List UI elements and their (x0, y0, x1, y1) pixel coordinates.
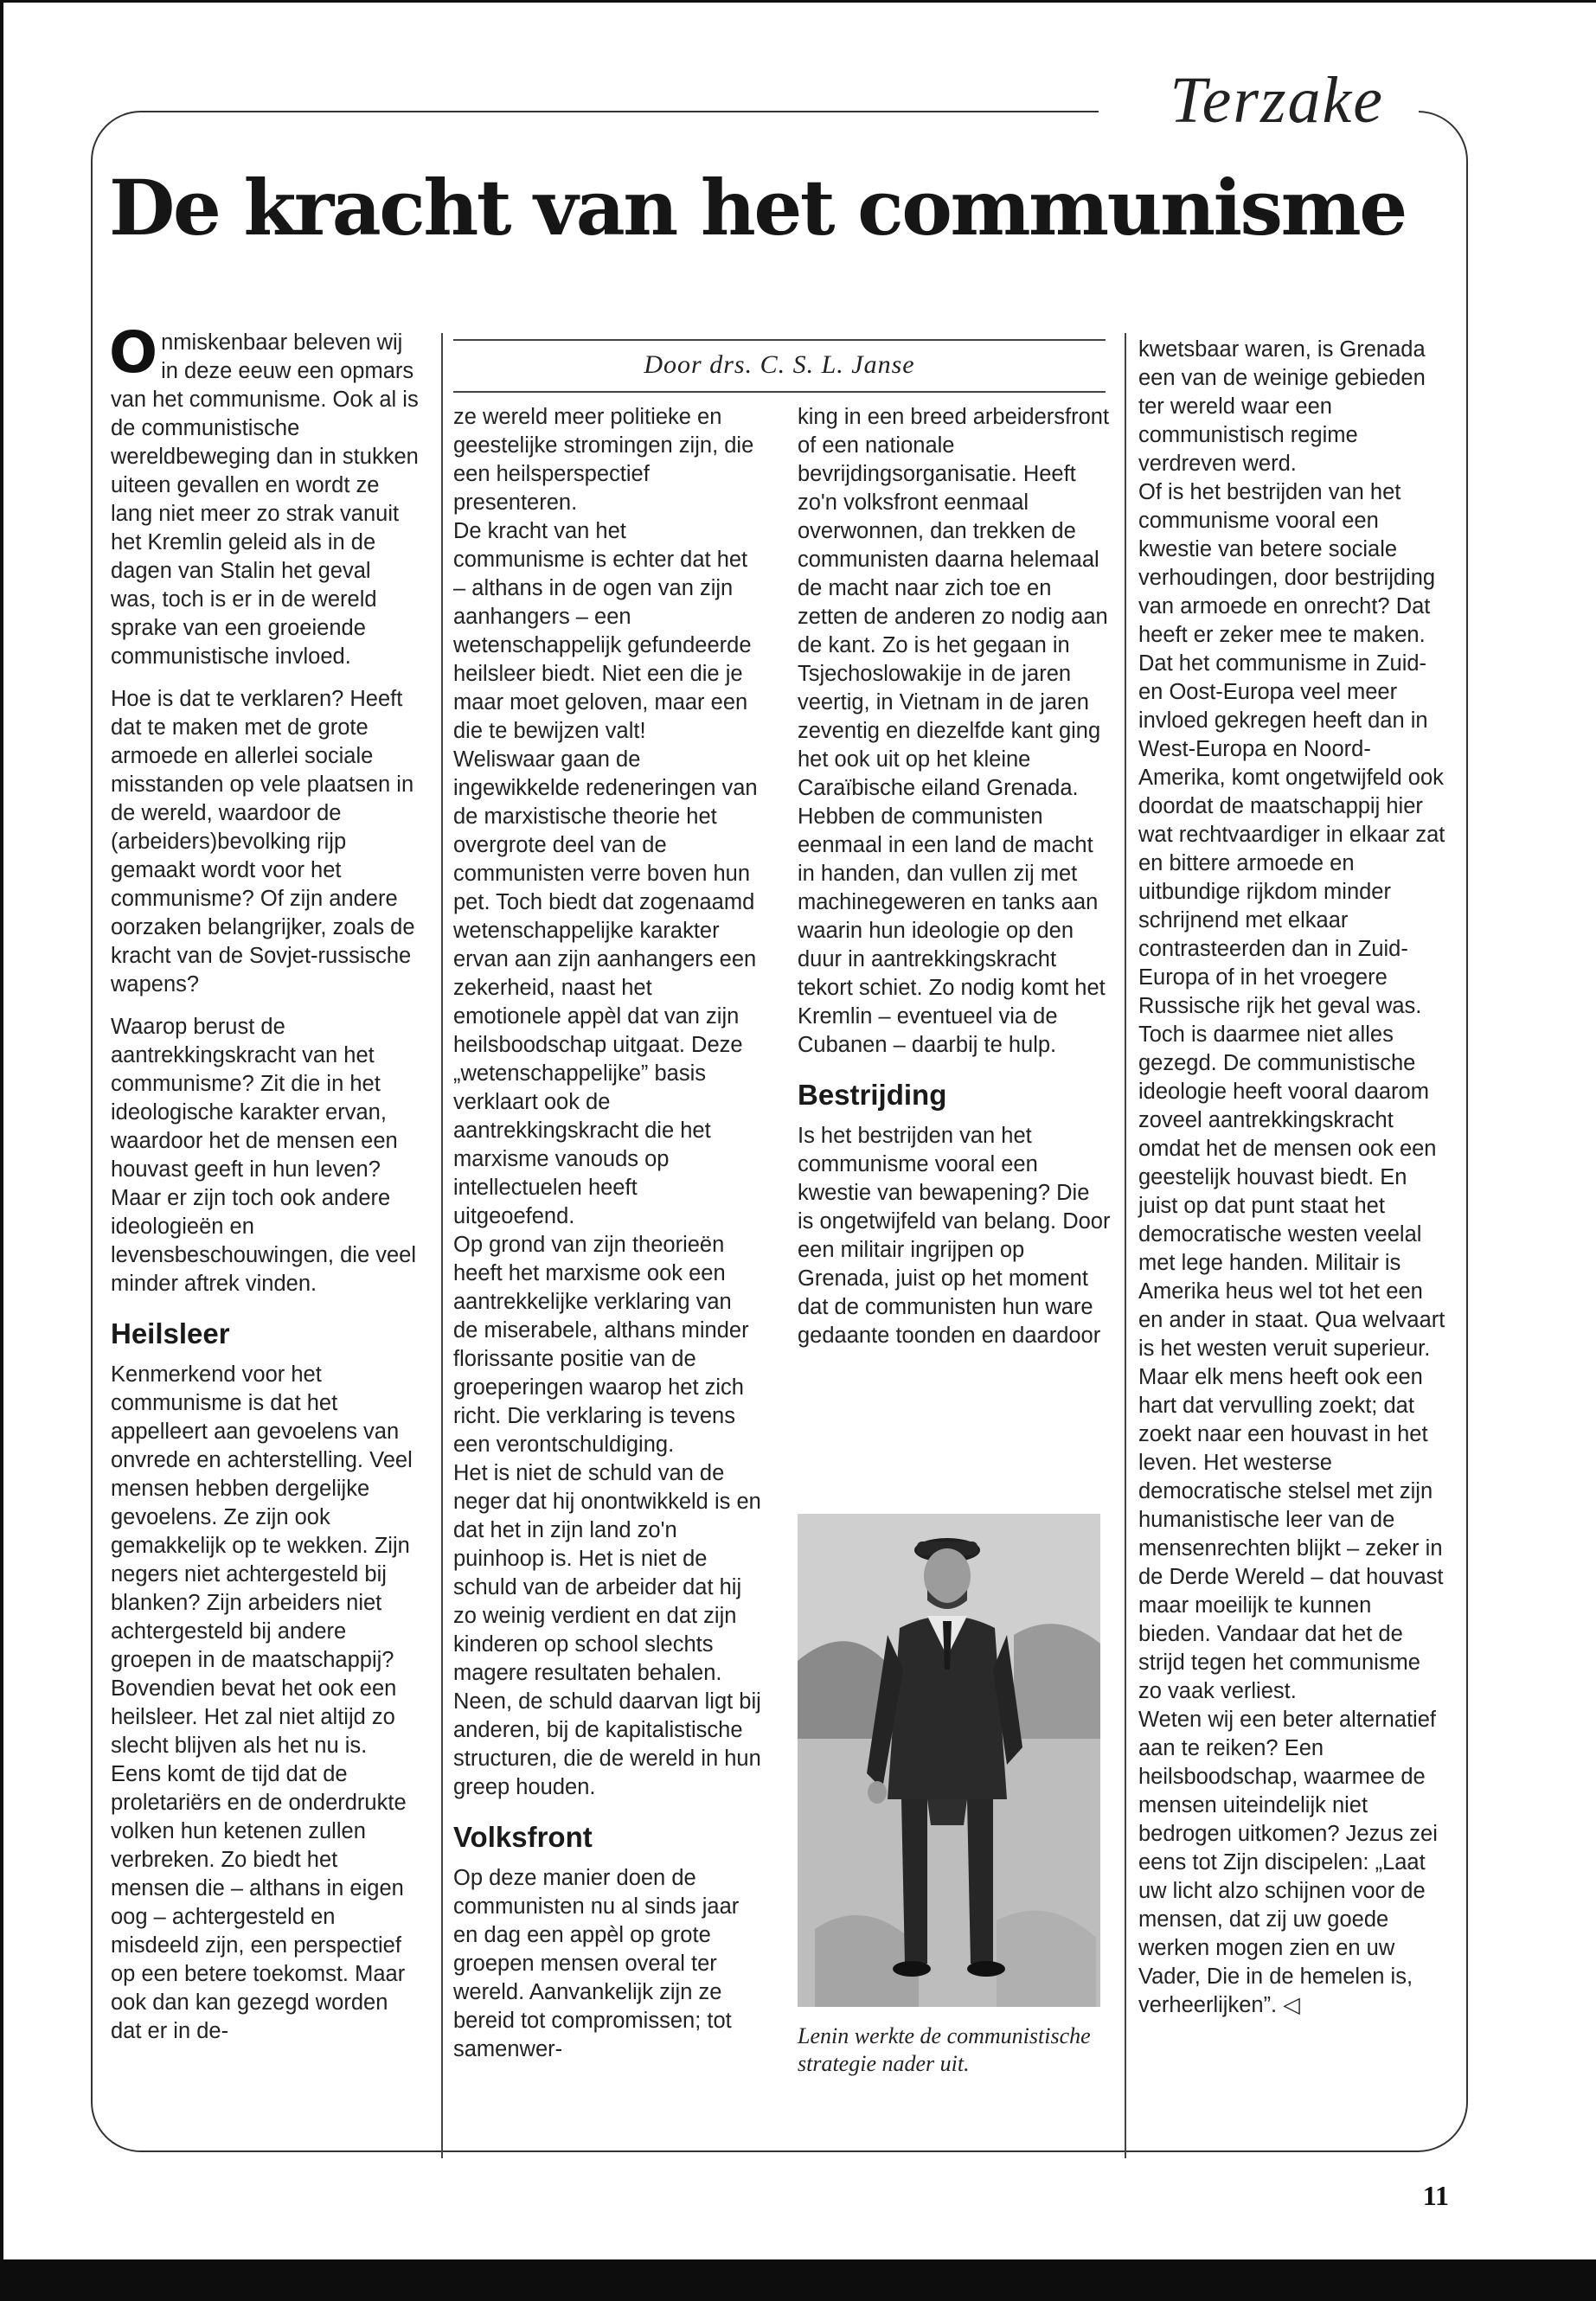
page-bottom-edge (0, 2259, 1596, 2301)
article-title: De kracht van het communisme (109, 163, 1406, 253)
paragraph: Op grond van zijn theorieën heeft het marxisme ook een aantrekkelijke verklaring van de miserabele, althans minder florissante positie van de groeperingen waarop het zich richt. Die verklaring is tevens een verontschuldiging. (453, 1233, 749, 1457)
paragraph: De kracht van het communisme is echter dat het – althans in de ogen van zijn aanhangers – een wetenschappelijk gefundeerde heilsleer biedt. Niet een die je maar moet geloven, maar een die te bewijzen valt! (453, 519, 752, 743)
paragraph: Bovendien bevat het ook een heilsleer. Het zal niet altijd zo slecht blijven als het nu is. Eens komt de tijd dat de proletariërs en de onderdrukte volken hun ketenen zullen verbreken. Zo biedt het mensen die – althans in eigen oog – achtergesteld en misdeeld zijn, een perspectief op een betere toekomst. Maar ook dan kan gezegd worden dat er in de- (111, 1676, 407, 2043)
byline: Door drs. C. S. L. Janse (644, 350, 915, 379)
byline-rule-bottom (453, 391, 1106, 393)
intro-paragraph: Onmiskenbaar beleven wij in deze eeuw een opmars van het communisme. Ook al is de communistische wereldbeweging dan in stukken uiteen gevallen en wordt ze lang niet meer zo strak vanuit het Kremlin geleid als in de dagen van Stalin het geval was, toch is er in de wereld sprake van een groeiende communistische invloed. (109, 319, 419, 669)
column-1 (109, 319, 420, 2060)
page-top-edge (0, 0, 1596, 3)
lenin-photo-image (798, 1514, 1100, 2007)
subheading-bestrijding: Bestrijding (798, 1079, 947, 1111)
paragraph: king in een breed arbeidersfront of een nationale bevrijdingsorganisatie. Heeft zo'n volksfront eenmaal overwonnen, dan trekken de communisten daarna helemaal de macht naar zich toe en zetten de anderen zo nodig aan de kant. Zo is het gegaan in Tsjechoslowakije in de jaren veertig, in Vietnam in de jaren zeventig en diezelfde kant ging het ook uit op het kleine Caraïbische eiland Grenada. (798, 405, 1110, 800)
paragraph: kwetsbaar waren, is Grenada een van de weinige gebieden ter wereld waar een communistisch regime verdreven werd. (1138, 337, 1426, 476)
column-divider-left (441, 333, 443, 2158)
page-left-edge (0, 0, 3, 2301)
paragraph: Weliswaar gaan de ingewikkelde redeneringen van de marxistische theorie het overgrote deel van de communisten verre boven hun pet. Toch biedt dat zogenaamd wetenschappelijke karakter ervan aan zijn aanhangers een zekerheid, naast het emotionele appèl dat van zijn heilsboodschap uitgaat. Deze „wetenschappelijke” basis verklaart ook de aantrekkingskracht die het marxisme vanouds op intellectuelen heeft uitgeoefend. (453, 747, 758, 1228)
paragraph: Is het bestrijden van het communisme vooral een kwestie van bewapening? Die is ongetwijfeld van belang. Door een militair ingrijpen op Grenada, juist op het moment dat de communisten hun ware gedaante toonden en daardoor (798, 1124, 1111, 1348)
paragraph: Op deze manier doen de communisten nu al sinds jaar en dag een appèl op grote groepen mensen overal ter wereld. Aanvankelijk zijn ze bereid tot compromissen; tot samenwer- (453, 1866, 740, 2061)
paragraph: ze wereld meer politieke en geestelijke stromingen zijn, die een heilsperspectief presenteren. (453, 405, 754, 515)
lenin-photo (798, 1514, 1100, 2007)
page-number: 11 (1422, 2180, 1449, 2211)
drop-cap: O (109, 319, 158, 386)
byline-rule-top (453, 339, 1106, 341)
closing-paragraph: Weten wij een beter alternatief aan te reiken? Een heilsboodschap, waarmee de mensen uiteindelijk niet bedrogen uitkomen? Jezus zei eens tot Zijn discipelen: „Laat uw licht alzo schijnen voor de mensen, dat zij uw goede werken mogen zien en uw Vader, Die in de hemelen is, verheerlijken”. ◁ (1138, 1708, 1438, 2017)
section-label: Terzake (1170, 64, 1384, 137)
column-3 (798, 403, 1111, 1364)
subheading-volksfront: Volksfront (453, 1821, 593, 1853)
paragraph: Hoe is dat te verklaren? Heeft dat te maken met de grote armoede en allerlei sociale misstanden op vele plaatsen in de wereld, waardoor de (arbeiders)bevolking rijp gemaakt wordt voor het communisme? Of zijn andere oorzaken belangrijker, zoals de kracht van de Sovjet-russische wapens? (111, 687, 415, 997)
paragraph: Toch is daarmee niet alles gezegd. De communistische ideologie heeft vooral daarom zoveel aantrekkingskracht omdat het de mensen ook een geestelijk houvast biedt. En juist op dat punt staat het democratische westen veelal met lege handen. Militair is Amerika heus wel tot het een en ander in staat. Qua welvaart is het westen veruit superieur. Maar elk mens heeft ook een hart dat vervulling zoekt; dat zoekt naar een houvast in het leven. Het westerse democratische stelsel met zijn humanistische leer van de mensenrechten blijkt – zeker in de Derde Wereld – dat houvast maar moeilijk te kunnen bieden. Vandaar dat het de strijd tegen het communisme zo vaak verliest. (1138, 1022, 1445, 1703)
paragraph: Hebben de communisten eenmaal in een land de macht in handen, dan vullen zij met machinegeweren en tanks aan waarin hun ideologie op den duur in aantrekkingskracht tekort schiet. Zo nodig komt het Kremlin – eventueel via de Cubanen – daarbij te hulp. (798, 804, 1106, 1057)
paragraph: Het is niet de schuld van de neger dat hij onontwikkeld is en dat het in zijn land zo'n puinhoop is. Het is niet de schuld van de arbeider dat hij zo weinig verdient en dat zijn kinderen op school slechts magere resultaten behalen. Neen, de schuld daarvan ligt bij anderen, bij de kapitalistische structuren, die de wereld in hun greep houden. (453, 1461, 761, 1799)
end-mark: ◁ (1283, 1993, 1300, 2017)
paragraph: Kenmerkend voor het communisme is dat het appelleert aan gevoelens van onvrede en achterstelling. Veel mensen hebben dergelijke gevoelens. Ze zijn ook gemakkelijk op te wekken. Zijn negers niet achtergesteld bij blanken? Zijn arbeiders niet achtergesteld bij andere groepen in de maatschappij? (111, 1362, 413, 1672)
subheading-heilsleer: Heilsleer (111, 1317, 230, 1349)
column-2 (453, 403, 761, 2078)
column-divider-right (1125, 333, 1126, 2158)
photo-caption: Lenin werkte de communistische strategie nader uit. (798, 2023, 1091, 2076)
paragraph: Of is het bestrijden van het communisme vooral een kwestie van betere sociale verhoudingen, door bestrijding van armoede en onrecht? Dat heeft er zeker mee te maken. Dat het communisme in Zuid- en Oost-Europa veel meer invloed gekregen heeft dan in West-Europa en Noord-Amerika, komt ongetwijfeld ook doordat de maatschappij hier wat rechtvaardiger in elkaar zat en bittere armoede en uitbundige rijkdom minder schrijnend met elkaar contrasteerden dan in Zuid-Europa of in het vroegere Russische rijk het geval was. (1138, 480, 1445, 1018)
paragraph: Waarop berust de aantrekkingskracht van het communisme? Zit die in het ideologische karakter ervan, waardoor het de mensen een houvast geeft in hun leven? Maar er zijn toch ook andere ideologieën en levensbeschouwingen, die veel minder aftrek vinden. (111, 1015, 416, 1296)
column-4 (1138, 336, 1446, 2020)
